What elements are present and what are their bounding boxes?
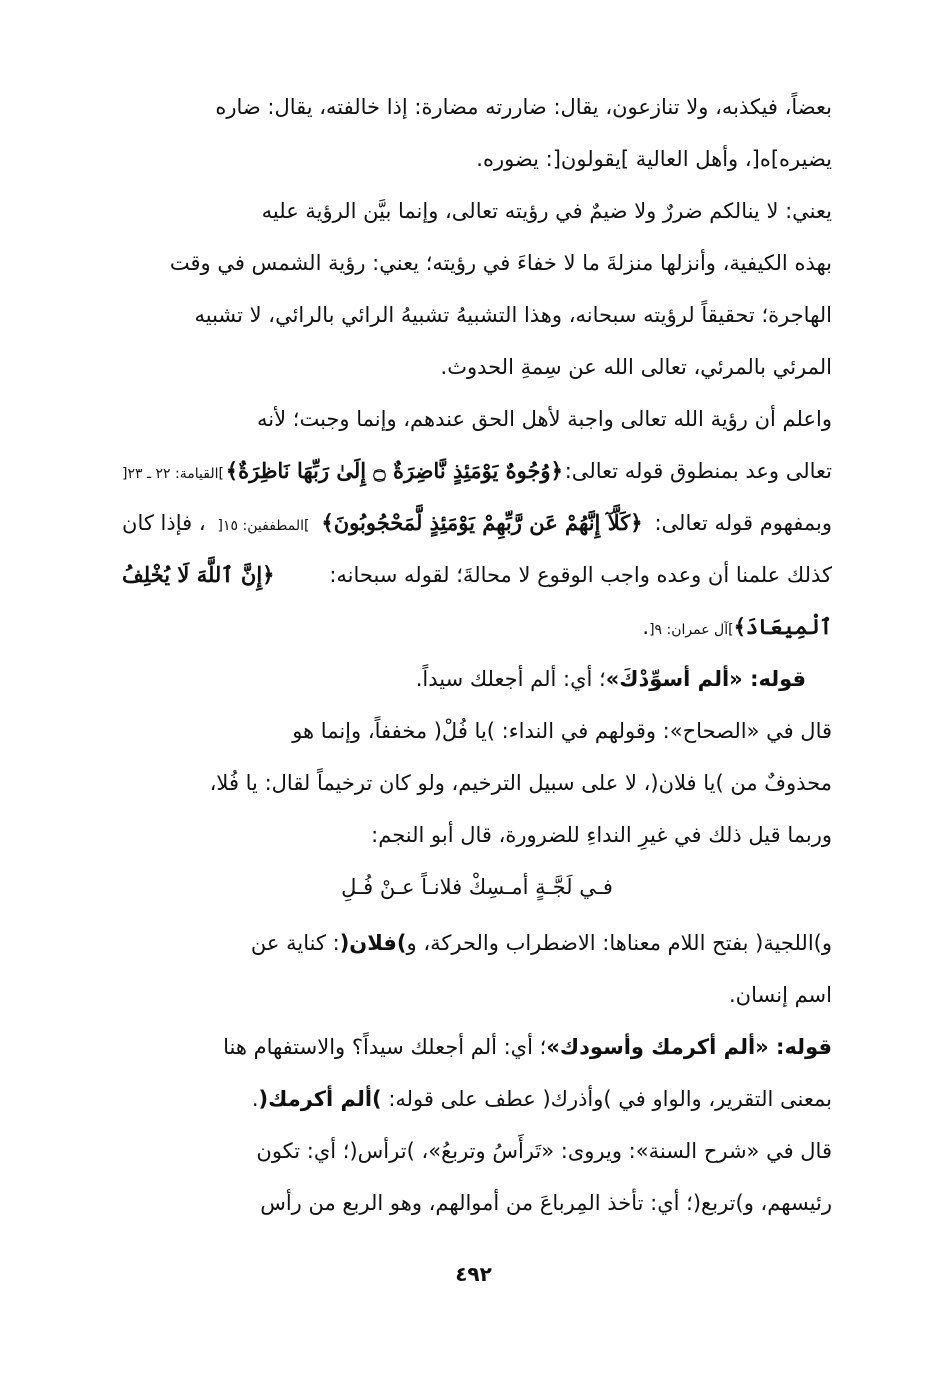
verse-reference: ]آل عمران: ٩[ bbox=[649, 622, 734, 638]
text-line bbox=[122, 716, 832, 746]
line-text: . bbox=[642, 615, 650, 639]
text-line bbox=[122, 144, 832, 174]
line-text: المرئي بالمرئي، تعالى الله عن سِمةِ الحدوث. bbox=[440, 355, 832, 379]
line-text: يضيره]ه[، وأهل العالية ]يقولون[: يضوره. bbox=[476, 147, 832, 171]
line-text bbox=[251, 928, 832, 958]
page-number: ٤٩٢ bbox=[455, 1262, 492, 1286]
page-body bbox=[122, 92, 832, 1240]
commentary-lemma: قوله: «ألم أكرمك وأسودك» bbox=[546, 1035, 832, 1059]
text-line bbox=[122, 612, 832, 642]
text-line bbox=[122, 508, 832, 538]
line-text: قال في «الصحاح»: وقولهم في النداء: )يا فُلْ( مخففاً، وإنما هو bbox=[292, 719, 832, 743]
line-text bbox=[416, 664, 832, 694]
text-line bbox=[122, 248, 832, 278]
text-line bbox=[122, 1032, 832, 1062]
line-text: بهذه الكيفية، وأنزلها منزلةَ ما لا خفاءَ في رؤيته؛ يعني: رؤية الشمس في وقت bbox=[169, 251, 832, 275]
text-line bbox=[122, 928, 832, 958]
line-text: الهاجرة؛ تحقيقاً لرؤيته سبحانه، وهذا التشبيهُ تشبيهُ الرائي بالرائي، لا تشبيه bbox=[194, 303, 832, 327]
verse-reference: ]القيامة: ٢٢ ـ ٢٣[ bbox=[122, 466, 224, 482]
line-text bbox=[252, 1084, 832, 1114]
line-text: قال في «شرح السنة»: ويروى: «تَرأَسُ وتربعُ»، )ترأس(؛ أي: تكون bbox=[256, 1139, 832, 1163]
verse-reference: ]المطففين: ١٥[ bbox=[217, 518, 310, 534]
text-line bbox=[122, 92, 832, 122]
text-line bbox=[122, 1084, 832, 1114]
text-line bbox=[122, 1136, 832, 1166]
line-text: و)اللجية( بفتح اللام معناها: الاضطراب والحركة، و bbox=[406, 931, 832, 955]
line-text: وربما قيل ذلك في غيرِ النداءِ للضرورة، قال أبو النجم: bbox=[371, 823, 832, 847]
text-line bbox=[122, 196, 832, 226]
line-text: يعني: لا ينالكم ضررٌ ولا ضيمٌ في رؤيته تعالى، وإنما بيَّن الرؤية عليه bbox=[261, 199, 832, 223]
line-text: كذلك علمنا أن وعده واجب الوقوع لا محالةَ؛ لقوله سبحانه: bbox=[329, 563, 832, 587]
line-text: واعلم أن رؤية الله تعالى واجبة لأهل الحق عندهم، وإنما وجبت؛ لأنه bbox=[257, 407, 832, 431]
line-text: : كناية عن bbox=[250, 931, 340, 955]
line-text: رئيسهم، و)تربع(؛ أي: تأخذ المِرباعَ من أموالهم، وهو الربع من رأس bbox=[260, 1191, 832, 1215]
line-text: بعضاً، فيكذبه، ولا تنازعون، يقال: ضاررته مضارة: إذا خالفته، يقال: ضاره bbox=[215, 95, 832, 119]
quran-verse: ﴿وُجُوهٌ يَوْمَئِذٍ نَّاضِرَةٌ ۝ إِلَىٰ رَبِّهَا نَاظِرَةٌ﴾ bbox=[225, 458, 563, 483]
poetry-verse: فـي لَجَّـةٍ أمـسِكْ فلانـاً عـنْ فُـلِ bbox=[341, 875, 613, 899]
text-line bbox=[122, 820, 832, 850]
line-text: تعالى وعد بمنطوق قوله تعالى: bbox=[564, 459, 832, 483]
text-line bbox=[122, 300, 832, 330]
text-line bbox=[122, 1188, 832, 1218]
text-line bbox=[122, 664, 832, 694]
text-line bbox=[122, 404, 832, 434]
line-text: ، فإذا كان bbox=[122, 511, 206, 535]
bold-term: )فلان( bbox=[339, 931, 407, 955]
line-text bbox=[223, 1032, 832, 1062]
line-text: بمعنى التقرير، والواو في )وأذرك( عطف على قوله: bbox=[381, 1087, 832, 1111]
quran-verse: ٱلْمِيعَادَ﴾ bbox=[733, 614, 832, 639]
commentary-lemma: قوله: «ألم أسوِّدْكَ» bbox=[605, 667, 806, 691]
text-line bbox=[122, 980, 832, 1010]
text-line bbox=[122, 456, 832, 486]
quran-verse: ﴿كَلَّآ إِنَّهُمْ عَن رَّبِّهِمْ يَوْمَئِذٍ لَّمَحْجُوبُونَ﴾ bbox=[321, 510, 643, 535]
line-text: ؛ أي: ألم أجعلك سيداً. bbox=[415, 667, 606, 691]
text-line bbox=[122, 560, 832, 590]
text-line bbox=[122, 352, 832, 382]
text-line bbox=[122, 768, 832, 798]
line-text: اسم إنسان. bbox=[729, 983, 832, 1007]
line-text: محذوفٌ من )يا فلان(، لا على سبيل الترخيم، ولو كان ترخيماً لقال: يا فُلا، bbox=[209, 771, 832, 795]
line-text: ؛ أي: ألم أجعلك سيداً؟ والاستفهام هنا bbox=[223, 1035, 547, 1059]
line-text: وبمفهوم قوله تعالى: bbox=[654, 511, 832, 535]
line-text: . bbox=[251, 1087, 259, 1111]
quran-verse: ﴿إِنَّ ٱللَّهَ لَا يُخْلِفُ bbox=[122, 562, 275, 587]
bold-term: )ألم أكرمك( bbox=[258, 1087, 382, 1111]
